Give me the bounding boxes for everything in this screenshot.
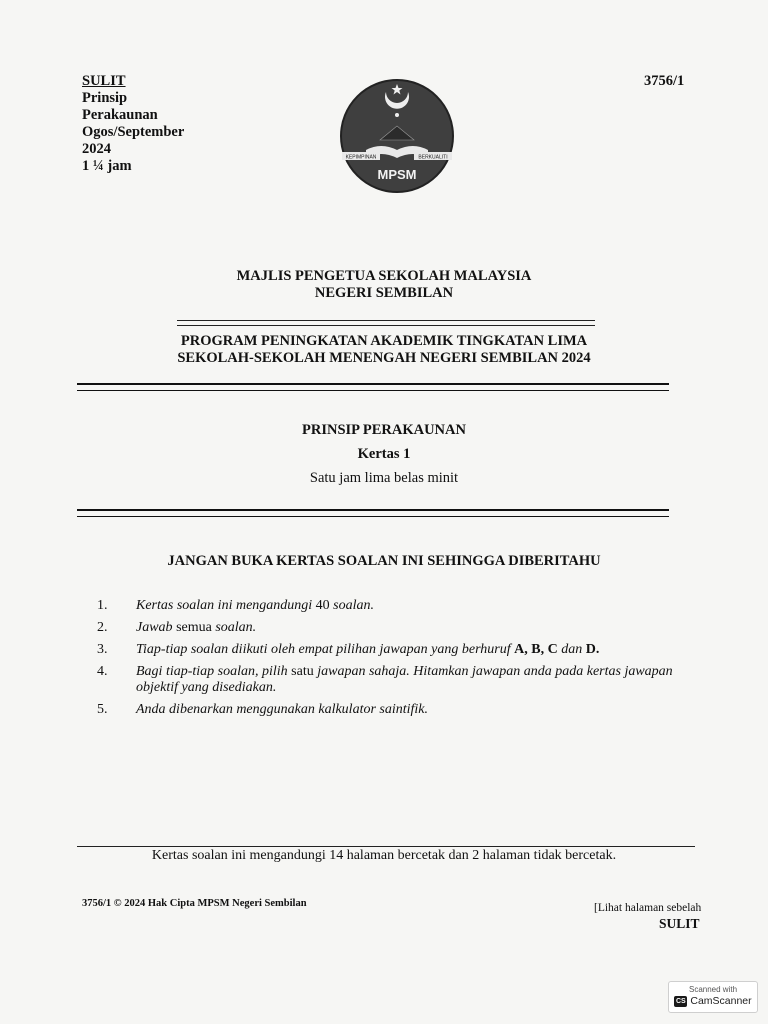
- program-line-1: PROGRAM PENINGKATAN AKADEMIK TINGKATAN LIMA: [180, 333, 588, 349]
- subject-block: [0, 418, 768, 490]
- logo-label: MPSM: [377, 167, 417, 182]
- next-page-note: [Lihat halaman sebelah: [594, 902, 702, 914]
- instruction-item: [97, 642, 677, 658]
- instruction-item: [97, 620, 677, 636]
- divider-double: [177, 320, 595, 326]
- council-heading: [0, 268, 768, 302]
- page-count-note: Kertas soalan ini mengandungi 14 halaman bercetak dan 2 halaman tidak bercetak.: [151, 848, 617, 863]
- sulit-label: SULIT: [82, 73, 126, 89]
- program-line-2: SEKOLAH-SEKOLAH MENENGAH NEGERI SEMBILAN 2024: [177, 350, 591, 366]
- exam-session: Ogos/September: [82, 124, 185, 140]
- instruction-item: [97, 702, 677, 718]
- instruction-number: 3.: [97, 642, 108, 657]
- instructions-list: [97, 598, 677, 724]
- council-line-1: MAJLIS PENGETUA SEKOLAH MALAYSIA: [236, 268, 532, 284]
- watermark-line-1: Scanned with: [688, 985, 738, 994]
- instruction-text: Bagi tiap-tiap soalan, pilih satu jawapan sahaja. Hitamkan jawapan anda pada kertas jawapan objektif yang disediakan.: [136, 664, 673, 695]
- camscanner-icon: CS: [675, 998, 686, 1005]
- instruction-text: Jawab semua soalan.: [136, 620, 257, 635]
- instruction-number: 4.: [97, 664, 108, 679]
- sulit-footer-label: SULIT: [659, 916, 700, 931]
- subject-title: PRINSIP PERAKAUNAN: [302, 422, 466, 438]
- exam-duration: 1 ¼ jam: [82, 158, 132, 174]
- program-heading: [0, 333, 768, 367]
- header-left-block: [82, 73, 184, 175]
- instruction-item: [97, 664, 677, 696]
- logo-banner-left: KEPIMPINAN: [345, 154, 377, 161]
- instruction-item: [97, 598, 677, 614]
- instruction-text: Tiap-tiap soalan diikuti oleh empat pilihan jawapan yang berhuruf A, B, C dan D.: [136, 642, 600, 657]
- copyright-line: 3756/1 © 2024 Hak Cipta MPSM Negeri Sembilan: [82, 898, 307, 909]
- logo-banner-right: BERKUALITI: [418, 154, 448, 161]
- watermark-line-2: CamScanner: [690, 995, 752, 1007]
- divider-heavy-bottom: [77, 509, 669, 517]
- warning-notice: JANGAN BUKA KERTAS SOALAN INI SEHINGGA DIBERITAHU: [167, 553, 601, 569]
- council-line-2: NEGERI SEMBILAN: [314, 285, 454, 301]
- instruction-text: Kertas soalan ini mengandungi 40 soalan.: [136, 598, 375, 613]
- duration-words: Satu jam lima belas minit: [309, 470, 459, 486]
- exam-year: 2024: [82, 141, 111, 157]
- subject-line-1: Prinsip: [82, 90, 128, 106]
- mpsm-crest-icon: [336, 78, 458, 194]
- footer-divider: [77, 846, 695, 847]
- paper-number: Kertas 1: [357, 446, 411, 462]
- camscanner-watermark: [668, 981, 758, 1013]
- instruction-text: Anda dibenarkan menggunakan kalkulator saintifik.: [136, 702, 429, 717]
- instruction-number: 1.: [97, 598, 108, 613]
- divider-heavy-top: [77, 383, 669, 391]
- instruction-number: 5.: [97, 702, 108, 717]
- paper-code: 3756/1: [644, 73, 685, 89]
- subject-line-2: Perakaunan: [82, 107, 158, 123]
- instruction-number: 2.: [97, 620, 108, 635]
